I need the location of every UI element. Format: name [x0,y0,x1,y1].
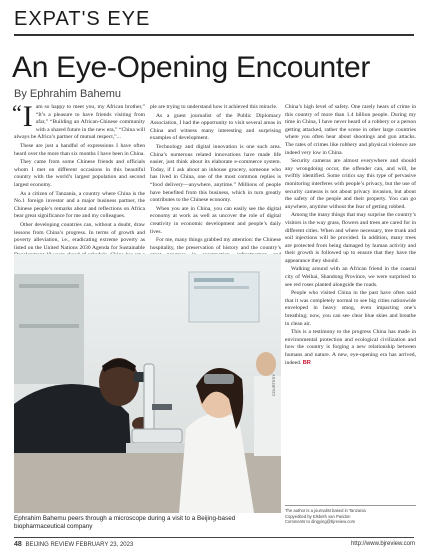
paragraph: China’s high level of safety. One rarely hears of crime in this country of more than 1.4 billion people. During my time in China, I have never heard of a robbery or a person getting attacked, rather the scene in other large countries where you often hear about shootings and gun attacks. The rates of crimes like robbery and physical violence are indeed very low in China. [285,104,416,156]
paragraph: For me, many things grabbed my attention: the Chinese hospitality, the preservation of history and the country’s [150,237,281,251]
author-note [285,508,416,525]
footer-left [14,541,133,548]
footer-url[interactable]: http://www.bjreview.com [350,541,415,547]
photo-illustration [14,254,281,513]
quote-mark-icon: “ [12,100,22,125]
end-mark: BR [302,359,311,366]
article-photo [14,254,281,513]
photo-caption: Ephrahim Bahemu peers through a microscope during a visit to a Beijing-based biopharmaceutical company [14,515,236,530]
paragraph: They came from some Chinese friends and officials whom I met on different occasions in this beautiful country with the world’s largest population and second largest economy. [14,159,145,188]
section-label: EXPAT'S EYE [14,8,151,30]
article-column-2 [150,104,281,253]
header-rule [14,34,414,36]
byline: By Ephrahim Bahemu [14,88,121,100]
paragraph: As a guest journalist of the Public Diplomacy Association, I had the opportunity to visit several areas in China and witness many interesting and surprising examples of development. [150,112,281,142]
paragraph: When you are in China, you can easily see the digital economy at work as well as uncover the role of digital creativity in economic development and people’s daily lives. [150,205,281,235]
author-note-rule [285,505,416,506]
paragraph: Technology and digital innovation is one such area. China’s numerous related innovations have made life easier, just think about its elaborate e-commerce system. Today, if I ask about an inhouse grocery, someone who has lived in China, one of the most common replies is “food delivery—anywhere, anytime.” Millions of people have benefited from this business, which in turn greatly contributes to the Chinese economy. [150,143,281,204]
paragraph: People who visited China in the past have often said that it was completely normal to see big cities nationwide enveloped in heavy smog, even impacting one’s breathing; now, you can see clear blue skies and breathe in clean air. [285,290,416,327]
paragraph: “ I am so happy to meet you, my African brother,” “It’s a pleasure to have friends visiting from afar,” “Building an African-Chinese community with a shared future in the new era,” “China will always be Africa’s partner of mutual respect,”... [12,100,145,141]
drop-cap: I [22,100,33,133]
paragraph: Security cameras are almost everywhere and should any wrongdoing occur, the offender can, and will, be swiftly identified. Some critics say this type of pervasive monitoring interferes with people’s privacy, but the use of security cameras is not about privacy invasion, but about the safety of the people and their property. You can go anywhere, anytime without the fear of getting robbed. [285,158,416,210]
paragraph: These are just a handful of expressions I have often heard over the more than six months I have been in China. [14,142,145,157]
article-column-1 [12,100,145,268]
paragraph: Other developing countries can, without a doubt, draw lessons from China’s progress. In terms of growth and poverty alleviation, i.e., eradicating extreme poverty as listed on the United Nations 2030 Agenda for Sustainable [14,221,145,251]
paragraph: Walking around with an African friend in the coastal city of Weihai, Shandong Province, we were surprised to see red roses planted alongside the roads. [285,266,416,288]
publication-date: BEIJING REVIEW FEBRUARY 23, 2023 [25,542,134,548]
article-title: An Eye-Opening Encounter [12,51,371,84]
paragraph: ple are trying to understand how it achieved this miracle. [150,104,278,110]
page-number: 48 [14,541,22,548]
article-column-3 [285,104,416,368]
footer-rule [14,537,414,538]
paragraph: As a citizen of Tanzania, a country where China is the No.1 foreign investor and a major business partner, the Chinese people’s remarks about and reflections on Africa bear great significance for me and my colleagues. [14,190,145,220]
comments-line: Comments to dingying@bjreview.com [285,519,356,525]
paragraph: This is a testimony to the progress China has made in environmental protection and ecological civilization and how the country is forging a new relationship between humans and nature. A new, eye-opening era has arrived, indeed. BR [285,329,416,366]
photo-credit: COURTESY [271,374,276,397]
paragraph: Among the many things that may surprise the country’s visitors is the way grass, flowers and trees are cared for in different cities. When and where necessary, tree trunk and soil injections will be provided. In addition, many trees are protected from being damaged by human activity and their growth is followed up to ensure that they have the appearance they should. [285,212,416,264]
author-note-line: The author is a journalist based in Tanzania [285,508,366,513]
copyeditor-line: Copyedited by Elsbeth van Paridon [285,513,351,519]
